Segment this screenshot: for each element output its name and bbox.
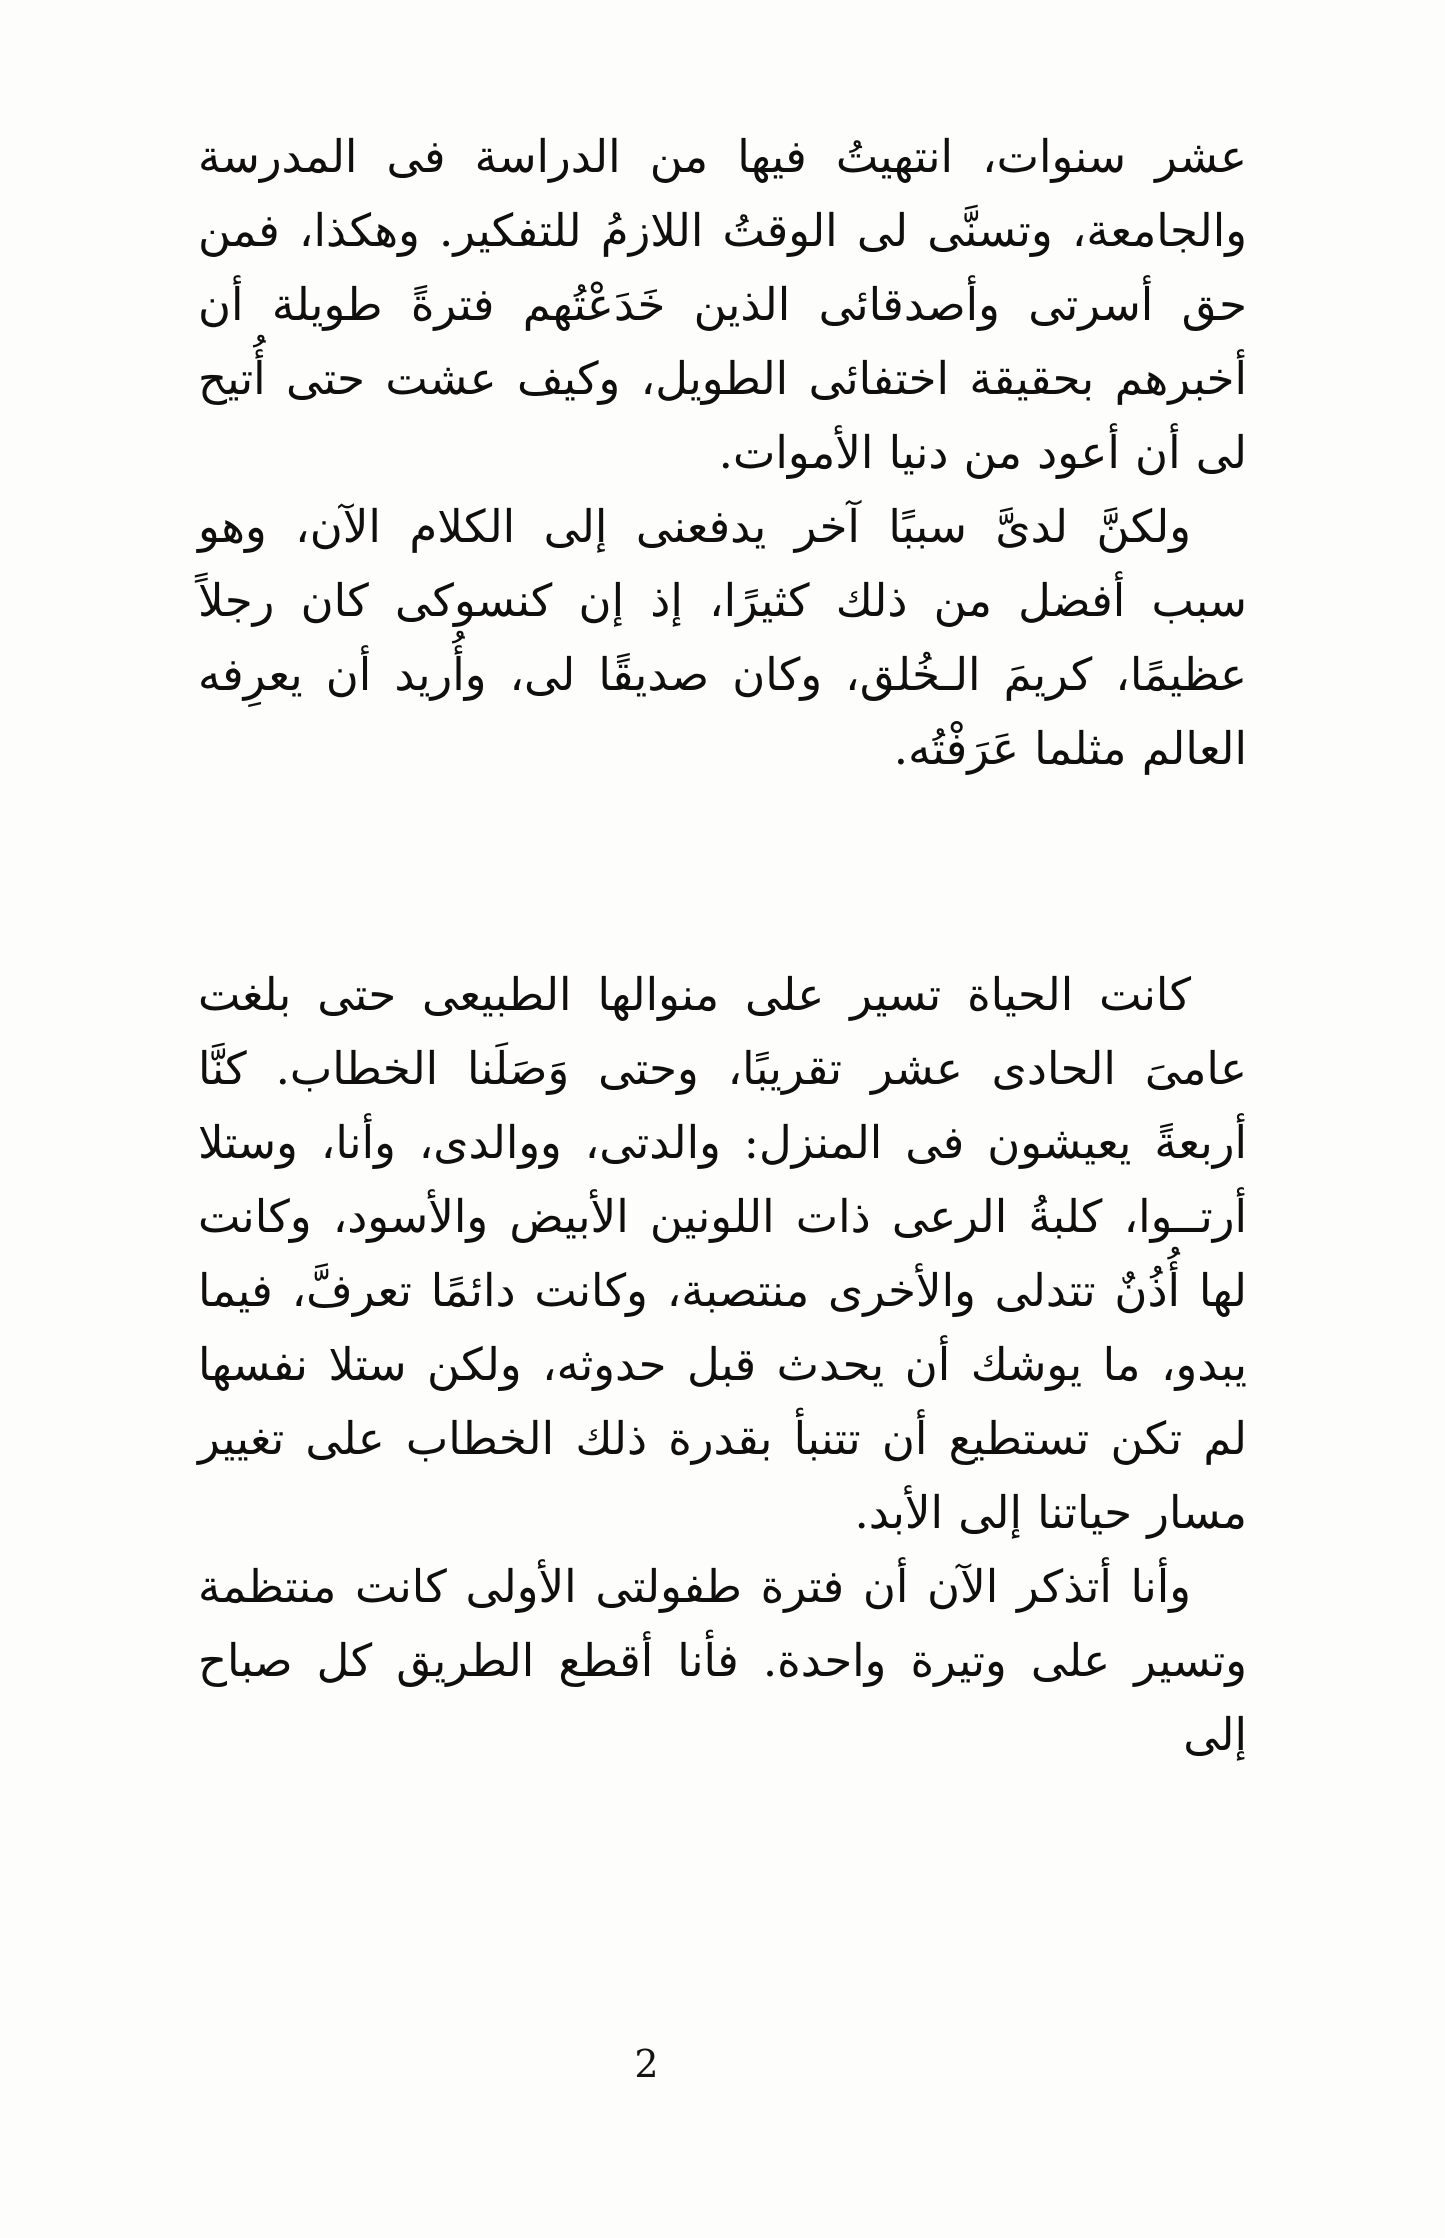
text-section-one [198, 120, 1247, 786]
section-break [198, 786, 1247, 958]
paragraph-2: ولكنَّ لدىَّ سببًا آخر يدفعنى إلى الكلام الآن، وهو سبب أفضل من ذلك كثيرًا، إذ إن كنسوكى كان رجلاً عظيمًا، كريمَ الـخُلق، وكان صديقًا لى، وأُريد أن يعرِفه العالم مثلما عَرَفْتُه. [198, 500, 1247, 775]
page-body [198, 120, 1247, 1772]
text-section-two [198, 958, 1247, 1772]
page-number: 2 [634, 2042, 659, 2086]
paragraph-3: كانت الحياة تسير على منوالها الطبيعى حتى بلغت عامىَ الحادى عشر تقريبًا، وحتى وَصَلَنا الخطاب. كنَّا أربعةً يعيشون فى المنزل: والدتى، ووالدى، وأنا، وستلا أرتــوا، كلبةُ الرعى ذات اللونين الأبيض والأسود، وكانت لها أُذُنٌ تتدلى والأخرى منتصبة، وكانت دائمًا تعرفَّ، فيما يبدو، ما يوشك أن يحدث قبل حدوثه، ولكن ستلا نفسها لم تكن تستطيع أن تتنبأ بقدرة ذلك الخطاب على تغيير مسار حياتنا إلى الأبد. [198, 968, 1247, 1539]
paragraph-4: وأنا أتذكر الآن أن فترة طفولتى الأولى كانت منتظمة وتسير على وتيرة واحدة. فأنا أقطع الطريق كل صباح إلى [198, 1560, 1247, 1761]
paragraph-1: عشر سنوات، انتهيتُ فيها من الدراسة فى المدرسة والجامعة، وتسنَّى لى الوقتُ اللازمُ للتفكير. وهكذا، فمن حق أسرتى وأصدقائى الذين خَدَعْتُهم فترةً طويلة أن أخبرهم بحقيقة اختفائى الطويل، وكيف عشت حتى أُتيح لى أن أعود من دنيا الأموات. [198, 130, 1247, 479]
